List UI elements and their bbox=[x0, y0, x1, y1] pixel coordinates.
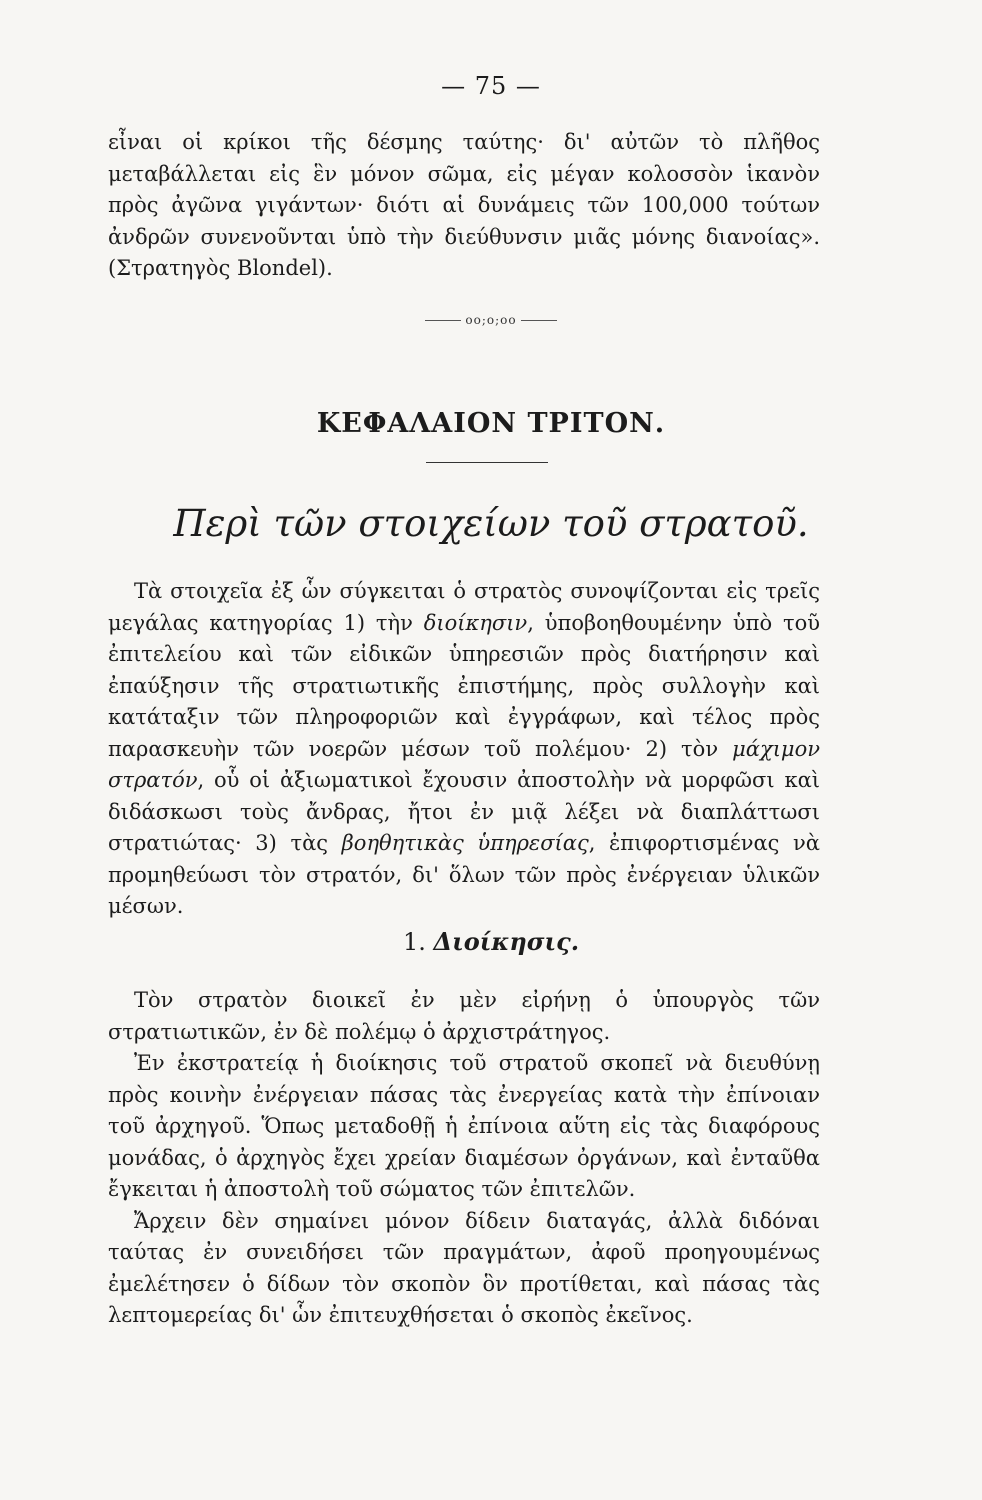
quote-paragraph: εἶναι οἱ κρίκοι τῆς δέσμης ταύτης· δι' αὐτῶν τὸ πλῆθος μεταβάλλεται εἰς ἓν μόνον σῶμα, εἰς μέγαν κολοσσὸν ἱκανὸν πρὸς ἀγῶνα γιγάντων· διότι αἱ δυνάμεις τῶν 100,000 τούτων ἀνδρῶν συνενοῦνται ὑπὸ τὴν διεύθυνσιν μιᾶς μόνης διανοίας». (Στρατηγὸς Blondel). bbox=[108, 130, 820, 280]
ornament-dash-left bbox=[425, 320, 461, 321]
page-number: — 75 — bbox=[441, 72, 541, 100]
intro-paragraph bbox=[108, 576, 820, 923]
section-body bbox=[108, 985, 820, 1332]
section-paragraph: Τὸν στρατὸν διοικεῖ ἐν μὲν εἰρήνῃ ὁ ὑπουργὸς τῶν στρατιωτικῶν, ἐν δὲ πολέμῳ ὁ ἀρχιστράτηγος. bbox=[108, 988, 820, 1044]
term-auxiliary-services: βοηθητικὰς ὑπηρεσίας bbox=[341, 831, 589, 855]
chapter-subtitle: Περὶ τῶν στοιχείων τοῦ στρατοῦ. bbox=[173, 502, 809, 545]
ornament-glyphs: oo;o;oo bbox=[465, 313, 517, 327]
section-title: Διοίκησις. bbox=[433, 927, 580, 956]
intro-text-1: Τὰ στοιχεῖα ἐξ ὧν σύγκειται ὁ στρατὸς συνοψίζονται εἰς τρεῖς μεγάλας κατηγορίας 1) τὴν bbox=[108, 579, 820, 635]
section-heading bbox=[0, 927, 982, 956]
intro-text-3: , οὗ οἱ ἀξιωματικοὶ ἔχουσιν ἀποστολὴν νὰ μορφῶσι καὶ διδάσκωσι τοὺς ἄνδρας, ἤτοι ἐν μιᾷ λέξει νὰ διαπλάττωσι στρατιώτας· 3) τὰς bbox=[108, 768, 820, 855]
section-paragraph: Ἐν ἐκστρατείᾳ ἡ διοίκησις τοῦ στρατοῦ σκοπεῖ νὰ διευθύνῃ πρὸς κοινὴν ἐνέργειαν πάσας τὰς ἐνεργείας κατὰ τὴν ἐπίνοιαν τοῦ ἀρχηγοῦ. Ὅπως μεταδοθῇ ἡ ἐπίνοια αὕτη εἰς τὰς διαφόρους μονάδας, ὁ ἀρχηγὸς ἔχει χρείαν διαμέσων ὀργάνων, καὶ ἐνταῦθα ἔγκειται ἡ ἀποστολὴ τοῦ σώματος τῶν ἐπιτελῶν. bbox=[108, 1051, 820, 1201]
section-number: 1. bbox=[402, 928, 426, 956]
section-paragraph: Ἄρχειν δὲν σημαίνει μόνον δίδειν διαταγάς, ἀλλὰ διδόναι ταύτας ἐν συνειδήσει τῶν πραγμάτων, ἀφοῦ προηγουμένως ἐμελέτησεν ὁ δίδων τὸν σκοπὸν ὃν προτίθεται, καὶ πάσας τὰς λεπτομερείας δι' ὧν ἐπιτευχθήσεται ὁ σκοπὸς ἐκεῖνος. bbox=[108, 1208, 820, 1327]
intro-section bbox=[108, 576, 820, 923]
quote-continuation bbox=[108, 127, 820, 285]
term-administration: διοίκησιν bbox=[423, 610, 528, 635]
term-combat-army: μάχιμον στρατόν bbox=[108, 736, 820, 792]
heading-rule bbox=[426, 462, 548, 463]
intro-text-2: , ὑποβοηθουμένην ὑπὸ τοῦ ἐπιτελείου καὶ τῶν εἰδικῶν ὑπηρεσιῶν πρὸς διατήρησιν καὶ ἐπαύξησιν τῆς στρατιωτικῆς ἐπιστήμης, πρὸς συλλογὴν καὶ κατάταξιν τῶν πληροφοριῶν καὶ ἐγγράφων, καὶ τέλος πρὸς παρασκευὴν τῶν νοερῶν μέσων τοῦ πολέμου· 2) τὸν bbox=[108, 610, 821, 761]
intro-text-4: , ἐπιφορτισμένας νὰ προμηθεύωσι τὸν στρατόν, δι' ὅλων τῶν πρὸς ἐνέργειαν ὑλικῶν μέσων. bbox=[108, 831, 820, 918]
ornament-divider bbox=[0, 313, 982, 327]
chapter-heading: ΚΕΦΑΛΑΙΟΝ ΤΡΙΤΟΝ. bbox=[316, 408, 666, 439]
ornament-dash-right bbox=[521, 320, 557, 321]
